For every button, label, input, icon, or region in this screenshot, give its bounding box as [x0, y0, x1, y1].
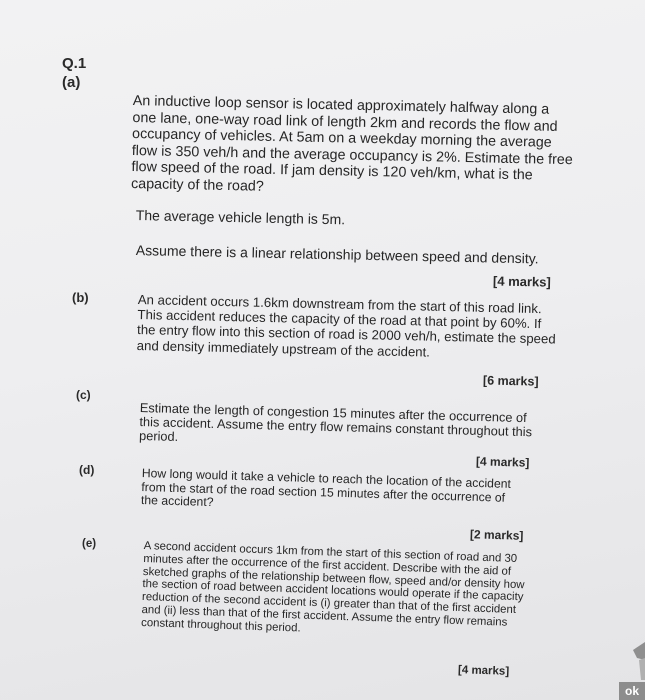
- part-label-c: (c): [76, 388, 91, 402]
- part-label-d: (d): [79, 463, 95, 477]
- part-e-marks: [4 marks]: [457, 664, 510, 678]
- part-a-paragraph-3: Assume there is a linear relationship between speed and density.: [135, 242, 539, 267]
- part-label-a: (a): [62, 74, 81, 91]
- part-c-marks: [4 marks]: [475, 454, 530, 470]
- question-number: Q.1: [62, 55, 87, 72]
- part-a-paragraph-1: An inductive loop sensor is located approximately halfway along a one lane, one-way road link of length 2km and records the flow and occupancy of vehicles. At 5am on a weekday morning the average flow is 350 veh/h and the average occupancy is 2%. Estimate the free flow speed of the road. If jam density is 120 veh/km, what is the capacity of the road?: [130, 93, 573, 195]
- part-label-e: (e): [82, 538, 97, 550]
- part-a-marks: [4 marks]: [492, 273, 551, 290]
- part-b-marks: [6 marks]: [482, 373, 539, 389]
- part-label-b: (b): [72, 290, 89, 305]
- part-c-paragraph: Estimate the length of congestion 15 minutes after the occurrence of this accident. Assume the entry flow remains constant throughout this period.: [138, 400, 533, 445]
- part-d-marks: [2 marks]: [469, 527, 524, 543]
- part-d-paragraph: How long would it take a vehicle to reach the location of the accident from the start of the road section 15 minutes after the occurrence of the accident?: [140, 466, 512, 510]
- page-edge-shadow: [631, 640, 645, 680]
- part-b-paragraph: An accident occurs 1.6km downstream from the start of this road link. This accident reduces the capacity of the road at that point by 60%. If the entry flow into this section of road is 2000 veh/h, estimate the speed and density immediately upstream of the accident.: [136, 292, 556, 360]
- ok-badge: ok: [619, 682, 645, 700]
- part-a-paragraph-2: The average vehicle length is 5m.: [135, 207, 346, 228]
- part-e-paragraph: A second accident occurs 1km from the start of this section of road and 30 minutes after the occurrence of the first accident. Describe with the aid of sketched graphs of the relationship between flow, speed and/or density how the section of road between accident locations would operate if the capacity reduction of the second accident is (i) greater than that of the first accident and (ii) less than that of the first accident. Assume the entry flow remains constant throughout this period.: [140, 540, 525, 635]
